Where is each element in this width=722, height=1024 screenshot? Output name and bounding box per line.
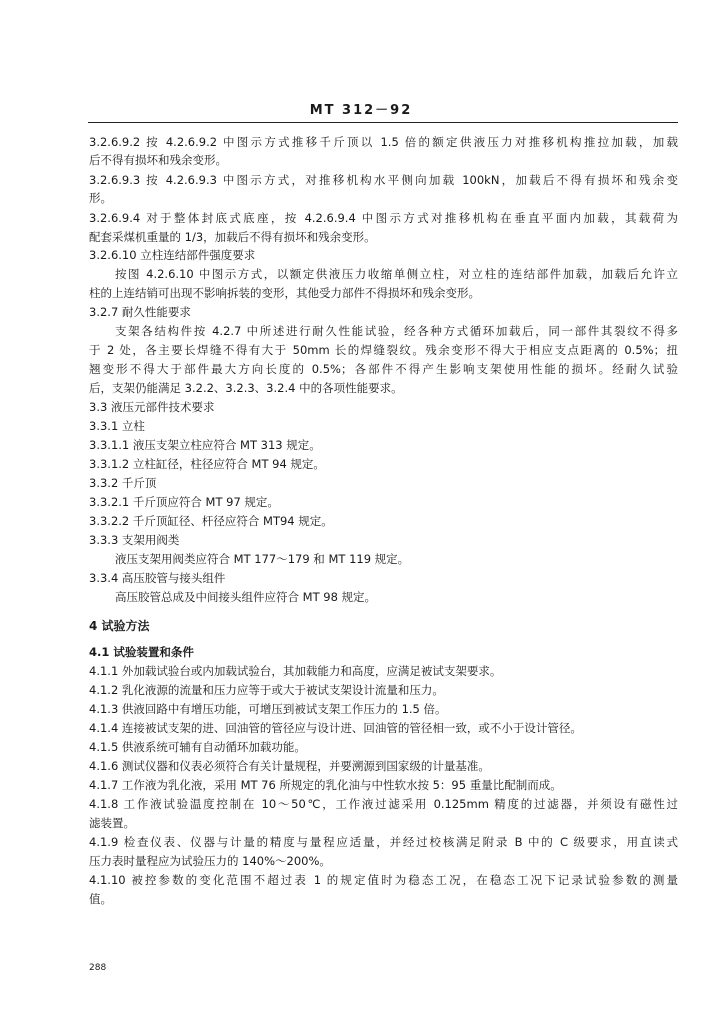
text-line: 按图 4.2.6.10 中图示方式，以额定供液压力收缩单侧立柱，对立柱的连结部件加载，加载后允许立 bbox=[115, 267, 678, 281]
text-line: 值。 bbox=[89, 892, 112, 906]
text-line: 形。 bbox=[89, 191, 112, 205]
text-line: 于 2 处，各主要长焊缝不得有大于 50mm 长的焊缝裂纹。残余变形不得大于相应支点距离的 0.5%；扭 bbox=[89, 343, 678, 357]
header-rule bbox=[88, 122, 678, 123]
text-line: 3.3.2.1 千斤顶应符合 MT 97 规定。 bbox=[89, 495, 279, 509]
text-line: 3.2.6.9.4 对于整体封底式底座，按 4.2.6.9.4 中图示方式对推移机构在垂直平面内加载，其载荷为 bbox=[89, 211, 678, 225]
text-line: 3.2.6.9.3 按 4.2.6.9.3 中图示方式，对推移机构水平侧向加载 100kN，加载后不得有损坏和残余变 bbox=[89, 173, 678, 187]
section-heading: 3.2.7 耐久性能要求 bbox=[89, 305, 191, 319]
text-line: 滤装置。 bbox=[89, 816, 135, 830]
text-line: 支架各结构件按 4.2.7 中所述进行耐久性能试验，经各种方式循环加载后，同一部件其裂纹不得多 bbox=[115, 324, 678, 338]
text-line: 4.1.7 工作液为乳化液，采用 MT 76 所规定的乳化油与中性软水按 5：95 重量比配制而成。 bbox=[89, 778, 562, 792]
page-number: 288 bbox=[89, 963, 107, 973]
text-line: 后不得有损坏和残余变形。 bbox=[89, 153, 227, 167]
section-heading: 3.3 液压元部件技术要求 bbox=[89, 400, 215, 414]
page-header: MT 312－92 bbox=[309, 103, 413, 118]
section-heading: 3.3.2 千斤顶 bbox=[89, 476, 157, 490]
text-line: 后，支架仍能满足 3.2.2、3.2.3、3.2.4 中的各项性能要求。 bbox=[89, 381, 403, 395]
text-line: 4.1.5 供液系统可辅有自动循环加载功能。 bbox=[89, 740, 306, 754]
chapter-heading: 4 试验方法 bbox=[89, 619, 150, 633]
text-line: 4.1.1 外加载试验台或内加载试验台，其加载能力和高度，应满足被试支架要求。 bbox=[89, 664, 502, 678]
text-line: 4.1.2 乳化液源的流量和压力应等于或大于被试支架设计流量和压力。 bbox=[89, 683, 444, 697]
section-heading: 3.3.3 支架用阀类 bbox=[89, 533, 180, 547]
text-line: 液压支架用阀类应符合 MT 177～179 和 MT 119 规定。 bbox=[115, 552, 410, 566]
text-line: 高压胶管总成及中间接头组件应符合 MT 98 规定。 bbox=[115, 590, 377, 604]
text-line: 配套采煤机重量的 1/3，加载后不得有损坏和残余变形。 bbox=[89, 230, 376, 244]
text-line: 压力表时量程应为试验压力的 140%～200%。 bbox=[89, 854, 331, 868]
text-line: 4.1.8 工作液试验温度控制在 10～50℃，工作液过滤采用 0.125mm 精度的过滤器，并须设有磁性过 bbox=[89, 797, 678, 811]
section-heading: 3.3.4 高压胶管与接头组件 bbox=[89, 571, 226, 585]
text-line: 4.1.10 被控参数的变化范围不超过表 1 的规定值时为稳态工况，在稳态工况下记录试验参数的测量 bbox=[89, 873, 678, 887]
text-line: 3.3.1.1 液压支架立柱应符合 MT 313 规定。 bbox=[89, 438, 321, 452]
text-line: 4.1.9 检查仪表、仪器与计量的精度与量程应适量，并经过校核满足附录 B 中的 C 级要求，用直读式 bbox=[89, 835, 678, 849]
text-line: 3.3.1.2 立柱缸径，柱径应符合 MT 94 规定。 bbox=[89, 457, 325, 471]
text-line: 翘变形不得大于部件最大方向长度的 0.5%；各部件不得产生影响支架使用性能的损坏。经耐久试验 bbox=[89, 362, 678, 376]
section-heading: 3.2.6.10 立柱连结部件强度要求 bbox=[89, 248, 256, 262]
text-line: 柱的上连结销可出现不影响拆装的变形，其他受力部件不得损坏和残余变形。 bbox=[89, 286, 480, 300]
text-line: 4.1.4 连接被试支架的进、回油管的管径应与设计进、回油管的管径相一致，或不小于设计管径。 bbox=[89, 721, 582, 735]
text-line: 3.2.6.9.2 按 4.2.6.9.2 中图示方式推移千斤顶以 1.5 倍的额定供液压力对推移机构推拉加载，加载 bbox=[89, 135, 678, 149]
text-line: 3.3.2.2 千斤顶缸径、杆径应符合 MT94 规定。 bbox=[89, 514, 333, 528]
section-heading: 3.3.1 立柱 bbox=[89, 419, 145, 433]
text-line: 4.1.3 供液回路中有增压功能，可增压到被试支架工作压力的 1.5 倍。 bbox=[89, 702, 447, 716]
text-line: 4.1.6 测试仪器和仪表必须符合有关计量规程，并要溯源到国家级的计量基准。 bbox=[89, 759, 490, 773]
section-heading: 4.1 试验装置和条件 bbox=[89, 645, 194, 659]
